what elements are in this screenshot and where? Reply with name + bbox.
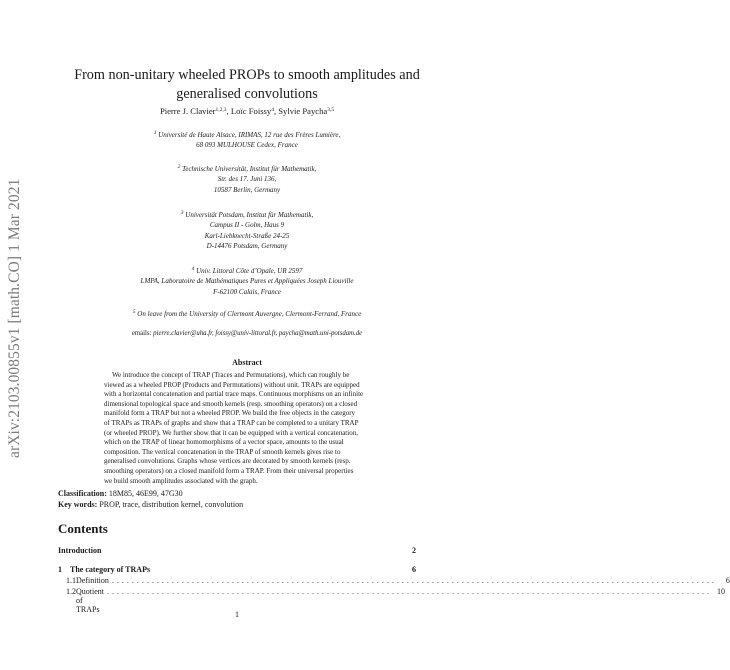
author-sup: 4 <box>271 107 274 113</box>
abstract-line: of TRAPs as TRAPs of graphs and show that a TRAP can be completed to a unitary TRAP <box>104 418 359 427</box>
author-name: Sylvie Paycha <box>278 106 328 116</box>
abstract-body <box>104 371 390 486</box>
toc-dot-leader: ......................................................................................................................... <box>107 587 712 596</box>
affiliation-line: On leave from the University of Clermont Auvergne, Clermont-Ferrand, France <box>137 310 362 318</box>
toc-entry-page: 2 <box>412 546 416 555</box>
toc-entry-title: Quotient of TRAPs <box>76 587 104 614</box>
affiliation-2 <box>60 162 434 195</box>
emails-line <box>60 330 434 337</box>
affiliation-line: Universität Potsdam, Institut für Mathematik, <box>185 211 314 219</box>
toc-entry-introduction[interactable] <box>58 546 416 555</box>
affiliation-sup: 5 <box>132 309 136 315</box>
affiliation-line: LMPA, Laboratoire de Mathématiques Pures et Appliquées Joseph Liouville <box>140 277 354 286</box>
affiliation-line: Technische Universität, Institut für Mathematik, <box>182 165 317 173</box>
arxiv-identifier: arXiv:2103.00855v1 [math.CO] 1 Mar 2021 <box>6 178 23 458</box>
author-sup: 1,2,3 <box>215 107 227 113</box>
affiliation-line: F-62100 Calais, France <box>213 287 281 296</box>
page-number: 1 <box>235 610 239 619</box>
affiliation-line: Campus II - Golm, Haus 9 <box>209 221 285 230</box>
toc-dot-leader: ......................................................................................................................... <box>111 576 717 585</box>
affiliation-line: Univ. Littoral Côte d’Opale, UR 2597 <box>196 267 303 275</box>
keywords-label: Key words: <box>58 500 98 509</box>
toc-entry-title: The category of TRAPs <box>70 565 151 574</box>
affiliation-line: 68 093 MULHOUSE Cedex, France <box>196 141 298 150</box>
classification-line <box>58 489 183 498</box>
affiliation-1 <box>60 128 434 151</box>
author-name: Loïc Foissy <box>230 106 272 116</box>
contents-heading: Contents <box>58 521 108 536</box>
affiliation-5 <box>60 307 434 319</box>
abstract-line: smoothing operators) on a closed manifold form a TRAP. From their universal properties <box>104 466 354 475</box>
toc-entry-title: Introduction <box>58 546 102 555</box>
toc-entry-number: 1.1 <box>66 576 76 585</box>
abstract-line: manifold form a TRAP but not a wheeled PROP. We build the free objects in the category <box>104 409 356 418</box>
affiliation-line: Université de Haute Alsace, IRIMAS, 12 rue des Frères Lumière, <box>158 131 341 139</box>
toc-entry-page: 6 <box>412 565 416 574</box>
emails-label: emails: <box>131 330 152 337</box>
toc-entry-section-1-1[interactable] <box>58 576 730 585</box>
abstract-line: generalised convolutions. Graphs whose vertices are decorated by smooth kernels (resp. <box>104 457 351 466</box>
title-line-2: generalised convolutions <box>176 86 318 102</box>
classification-value: 18M85, 46E99, 47G30 <box>108 489 183 498</box>
keywords-value: PROP, trace, distribution kernel, convolution <box>99 500 244 509</box>
abstract-line: dimensional topological space and smooth kernels (resp. smoothing operators) on a closed <box>104 399 358 408</box>
affiliation-sup: 4 <box>191 266 195 272</box>
affiliation-sup: 2 <box>177 164 181 170</box>
toc-entry-page: 6 <box>725 576 730 585</box>
toc-entry-title: Definition <box>76 576 109 585</box>
author-list: Pierre J. Clavier$^{1,2,3}$, Loïc Foissy$^4$, Sylvie Paycha$^{3,5}$ <box>159 106 335 116</box>
title-line-1: From non-unitary wheeled PROPs to smooth amplitudes and <box>74 67 420 83</box>
affiliation-4 <box>60 264 434 297</box>
paper-title <box>60 66 434 104</box>
abstract-line: (or wheeled PROP). We further show that it can be equipped with a vertical concatenation, <box>104 428 358 437</box>
author-name: Pierre J. Clavier <box>159 106 216 116</box>
toc-entry-number: 1 <box>58 565 62 574</box>
affiliation-sup: 1 <box>153 130 157 136</box>
classification-label: Classification: <box>58 489 107 498</box>
abstract-line: We introduce the concept of TRAP (Traces and Permutations), which can roughly be <box>112 371 350 379</box>
email-addresses: pierre.clavier@uha.fr, foissy@univ-littoral.fr, paycha@math.uni-potsdam.de <box>153 330 363 337</box>
toc-entry-section-1[interactable] <box>58 565 416 574</box>
abstract-line: with a horizontal concatenation and partial trace maps. Continuous morphisms on an infinite <box>104 390 364 399</box>
affiliation-line: D-14476 Potsdam, Germany <box>206 242 288 251</box>
affiliation-line: Karl-Liebknecht-Straße 24-25 <box>204 231 290 240</box>
affiliation-line: 10587 Berlin, Germany <box>213 185 281 194</box>
author-sup: 3,5 <box>327 107 335 113</box>
toc-entry-page: 10 <box>717 587 725 596</box>
abstract-heading: Abstract <box>232 358 262 367</box>
affiliation-sup: 3 <box>180 210 184 216</box>
abstract-line: composition. The vertical concatenation in the TRAP of smooth kernels gives rise to <box>104 447 341 456</box>
toc-entry-number: 1.2 <box>66 587 76 596</box>
keywords-line <box>58 500 243 509</box>
affiliation-line: Str. des 17. Juni 136, <box>217 175 277 184</box>
abstract-line: viewed as a wheeled PROP (Products and Permutations) without unit. TRAPs are equipped <box>104 380 360 389</box>
abstract-line: which on the TRAP of linear homomorphisms of a vector space, amounts to the usual <box>104 438 344 447</box>
affiliation-3 <box>60 208 434 252</box>
abstract-line: we build smooth amplitudes associated with the graph. <box>104 476 258 485</box>
